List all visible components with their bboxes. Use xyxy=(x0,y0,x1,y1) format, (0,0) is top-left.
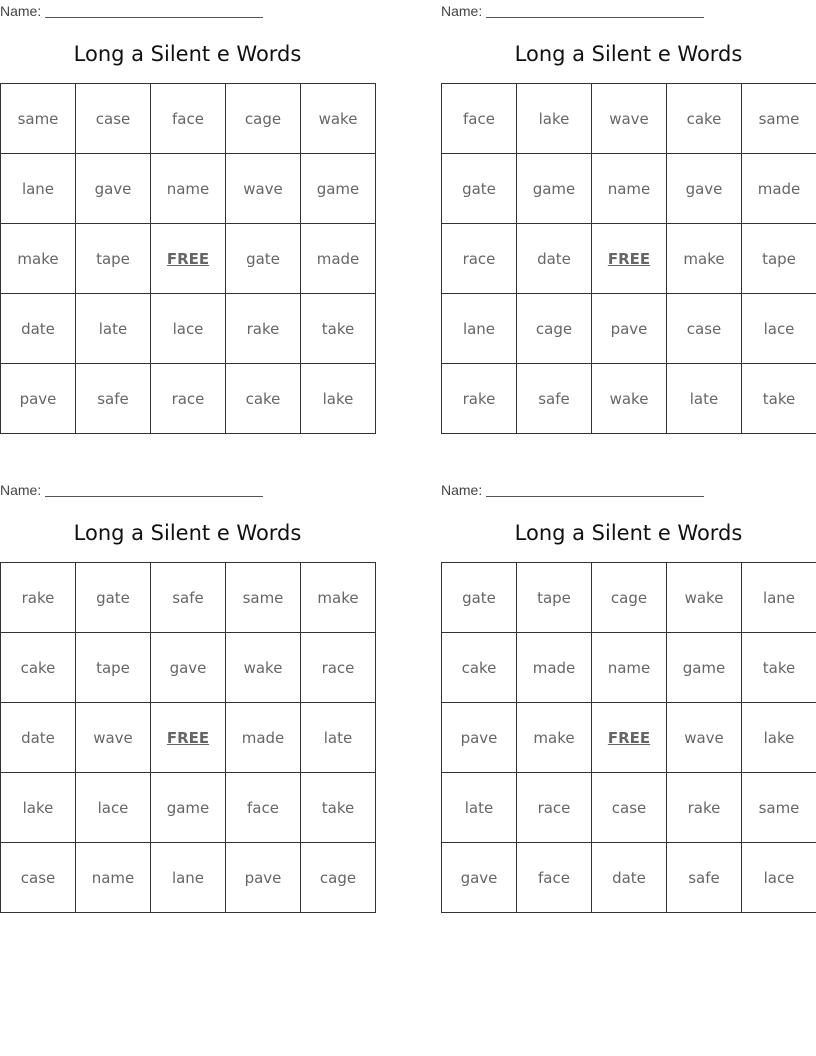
grid-cell: lake xyxy=(301,364,376,434)
grid-cell: case xyxy=(1,843,76,913)
grid-cell: made xyxy=(517,633,592,703)
grid-row xyxy=(442,773,816,843)
grid-cell: gate xyxy=(442,154,517,224)
grid-cell: face xyxy=(151,84,226,154)
grid-cell: lace xyxy=(151,294,226,364)
grid-cell: cage xyxy=(517,294,592,364)
grid-cell: pave xyxy=(592,294,667,364)
grid-cell: case xyxy=(667,294,742,364)
free-space-cell: FREE xyxy=(151,703,226,773)
grid-row xyxy=(1,224,376,294)
grid-cell: gave xyxy=(442,843,517,913)
name-label: Name: xyxy=(0,3,42,19)
name-label: Name: xyxy=(441,3,483,19)
grid-cell: gate xyxy=(442,563,517,633)
grid-cell: lane xyxy=(742,563,816,633)
grid-cell: safe xyxy=(151,563,226,633)
grid-cell: name xyxy=(151,154,226,224)
grid-cell: gate xyxy=(76,563,151,633)
grid-cell: case xyxy=(76,84,151,154)
grid-cell: cake xyxy=(442,633,517,703)
grid-cell: safe xyxy=(76,364,151,434)
grid-cell: take xyxy=(742,633,816,703)
grid-cell: rake xyxy=(442,364,517,434)
grid-row xyxy=(442,563,816,633)
grid-cell: gave xyxy=(76,154,151,224)
grid-cell: lake xyxy=(517,84,592,154)
name-underline[interactable] xyxy=(45,484,263,497)
grid-cell: same xyxy=(742,84,816,154)
free-space-cell: FREE xyxy=(151,224,226,294)
card-title: Long a Silent e Words xyxy=(73,42,302,66)
grid-cell: wake xyxy=(226,633,301,703)
grid-cell: lace xyxy=(742,294,816,364)
grid-cell: make xyxy=(1,224,76,294)
grid-cell: late xyxy=(76,294,151,364)
grid-row xyxy=(442,294,816,364)
grid-cell: same xyxy=(742,773,816,843)
grid-cell: wave xyxy=(667,703,742,773)
free-space-cell: FREE xyxy=(592,703,667,773)
grid-row xyxy=(1,84,376,154)
grid-cell: wake xyxy=(301,84,376,154)
grid-cell: lace xyxy=(742,843,816,913)
grid-row xyxy=(1,843,376,913)
card-title: Long a Silent e Words xyxy=(73,521,302,545)
bingo-grid xyxy=(441,83,816,434)
grid-row xyxy=(1,563,376,633)
grid-cell: late xyxy=(667,364,742,434)
grid-cell: race xyxy=(151,364,226,434)
grid-row xyxy=(1,633,376,703)
grid-row xyxy=(1,773,376,843)
grid-cell: pave xyxy=(1,364,76,434)
name-label: Name: xyxy=(441,482,483,498)
grid-cell: lane xyxy=(442,294,517,364)
grid-cell: made xyxy=(742,154,816,224)
grid-cell: lane xyxy=(151,843,226,913)
grid-cell: rake xyxy=(667,773,742,843)
grid-cell: wave xyxy=(592,84,667,154)
card-title: Long a Silent e Words xyxy=(514,521,743,545)
card-title: Long a Silent e Words xyxy=(514,42,743,66)
grid-cell: gave xyxy=(667,154,742,224)
grid-cell: tape xyxy=(76,633,151,703)
grid-cell: tape xyxy=(742,224,816,294)
grid-cell: race xyxy=(517,773,592,843)
grid-cell: face xyxy=(226,773,301,843)
grid-cell: cage xyxy=(226,84,301,154)
grid-cell: lace xyxy=(76,773,151,843)
grid-cell: game xyxy=(151,773,226,843)
bingo-grid xyxy=(0,562,376,913)
grid-cell: safe xyxy=(517,364,592,434)
bingo-grid xyxy=(0,83,376,434)
grid-cell: same xyxy=(226,563,301,633)
grid-row xyxy=(1,294,376,364)
grid-cell: made xyxy=(301,224,376,294)
grid-cell: game xyxy=(667,633,742,703)
grid-cell: made xyxy=(226,703,301,773)
grid-cell: make xyxy=(301,563,376,633)
grid-cell: gate xyxy=(226,224,301,294)
grid-cell: late xyxy=(301,703,376,773)
grid-cell: lake xyxy=(742,703,816,773)
grid-cell: name xyxy=(76,843,151,913)
grid-cell: face xyxy=(517,843,592,913)
grid-cell: cake xyxy=(667,84,742,154)
grid-cell: lake xyxy=(1,773,76,843)
grid-row xyxy=(442,224,816,294)
grid-cell: take xyxy=(742,364,816,434)
grid-row xyxy=(442,364,816,434)
grid-cell: lane xyxy=(1,154,76,224)
grid-cell: late xyxy=(442,773,517,843)
grid-cell: wake xyxy=(667,563,742,633)
grid-cell: name xyxy=(592,633,667,703)
bingo-grid xyxy=(441,562,816,913)
grid-cell: game xyxy=(301,154,376,224)
grid-cell: take xyxy=(301,294,376,364)
grid-cell: name xyxy=(592,154,667,224)
grid-cell: wave xyxy=(76,703,151,773)
name-label: Name: xyxy=(0,482,42,498)
grid-cell: gave xyxy=(151,633,226,703)
name-field xyxy=(441,3,704,19)
grid-row xyxy=(442,154,816,224)
grid-cell: cage xyxy=(592,563,667,633)
grid-cell: date xyxy=(1,294,76,364)
name-field xyxy=(0,482,263,498)
grid-row xyxy=(442,633,816,703)
grid-cell: face xyxy=(442,84,517,154)
name-field xyxy=(0,3,263,19)
grid-cell: date xyxy=(592,843,667,913)
name-underline[interactable] xyxy=(486,5,704,18)
grid-cell: take xyxy=(301,773,376,843)
grid-row xyxy=(1,703,376,773)
grid-cell: same xyxy=(1,84,76,154)
name-underline[interactable] xyxy=(45,5,263,18)
free-space-cell: FREE xyxy=(592,224,667,294)
grid-cell: tape xyxy=(76,224,151,294)
grid-row xyxy=(1,154,376,224)
grid-cell: race xyxy=(442,224,517,294)
name-underline[interactable] xyxy=(486,484,704,497)
grid-cell: make xyxy=(667,224,742,294)
grid-cell: pave xyxy=(442,703,517,773)
grid-cell: cake xyxy=(1,633,76,703)
grid-row xyxy=(442,703,816,773)
name-field xyxy=(441,482,704,498)
grid-cell: rake xyxy=(226,294,301,364)
grid-row xyxy=(442,843,816,913)
grid-cell: game xyxy=(517,154,592,224)
grid-cell: race xyxy=(301,633,376,703)
grid-cell: rake xyxy=(1,563,76,633)
grid-row xyxy=(1,364,376,434)
grid-row xyxy=(442,84,816,154)
grid-cell: tape xyxy=(517,563,592,633)
grid-cell: pave xyxy=(226,843,301,913)
grid-cell: case xyxy=(592,773,667,843)
grid-cell: make xyxy=(517,703,592,773)
grid-cell: date xyxy=(1,703,76,773)
grid-cell: cake xyxy=(226,364,301,434)
grid-cell: wave xyxy=(226,154,301,224)
grid-cell: safe xyxy=(667,843,742,913)
grid-cell: date xyxy=(517,224,592,294)
grid-cell: cage xyxy=(301,843,376,913)
grid-cell: wake xyxy=(592,364,667,434)
